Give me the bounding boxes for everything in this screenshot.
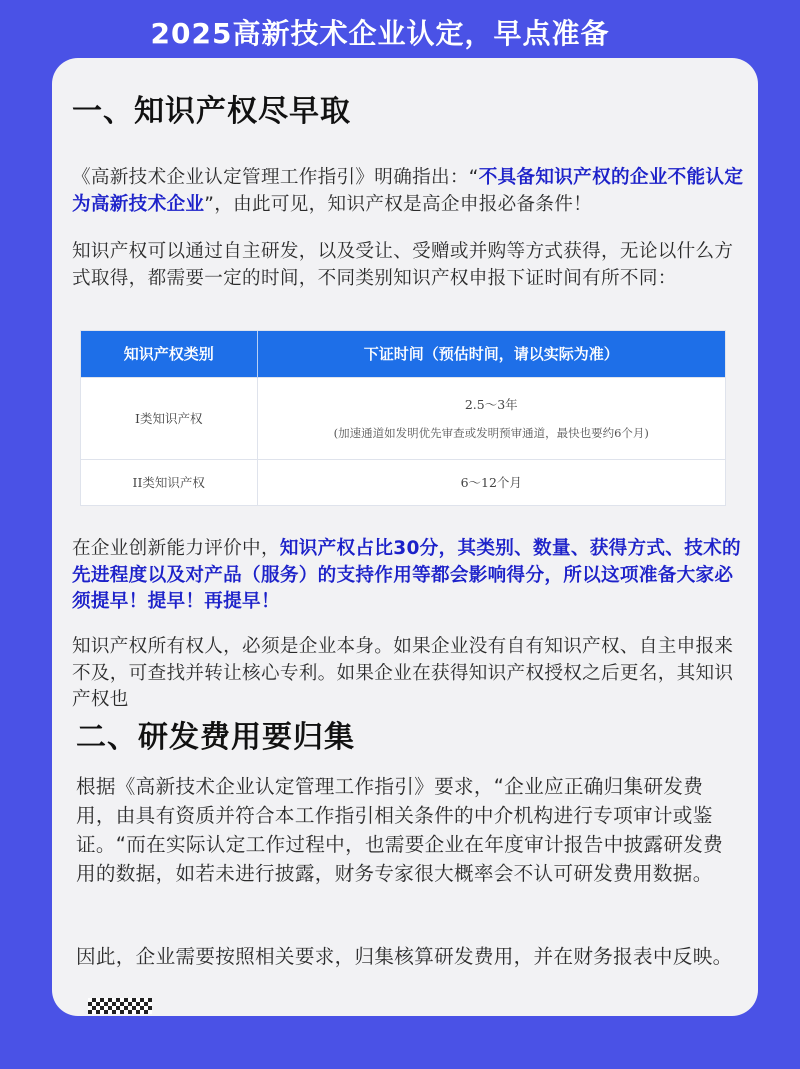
section1-para1 [72, 165, 744, 218]
table-row [81, 459, 725, 505]
table-cell-time: 6～12个月 [257, 459, 725, 505]
table-cell-category: I类知识产权 [81, 377, 257, 459]
table-cell-time [257, 377, 725, 459]
page-title: 2025高新技术企业认定，早点准备 [150, 17, 610, 50]
table-row [81, 377, 725, 459]
section1-para3 [72, 536, 744, 616]
table-header-row [81, 331, 725, 377]
para1-highlight: 不具备知识产权的企业不能认定为高新技术企业 [72, 167, 744, 215]
section1-para2: 知识产权可以通过自主研发，以及受让、受赠或并购等方式获得，无论以什么方式取得，都需要一定的时间，不同类别知识产权申报下证时间有所不同： [72, 241, 734, 289]
section2-para1: 根据《高新技术企业认定管理工作指引》要求，“企业应正确归集研发费用，由具有资质并符合本工作指引相关条件的中介机构进行专项审计或鉴证。“而在实际认定工作过程中，也需要企业在年度审计报告中披露研发费用的数据，如若未进行披露，财务专家很大概率会不认可研发费用数据。 [76, 775, 724, 885]
section1-para4: 知识产权所有权人，必须是企业本身。如果企业没有自有知识产权、自主申报来不及，可查找并转让核心专利。如果企业在获得知识产权授权之后更名，其知识产权也 [72, 636, 734, 710]
para1-suffix: ”，由此可见，知识产权是高企申报必备条件！ [204, 193, 593, 215]
table-header-time: 下证时间（预估时间，请以实际为准） [257, 331, 725, 377]
para3-prefix: 在企业创新能力评价中， [72, 538, 280, 559]
ip-table [80, 330, 726, 506]
table-header-category: 知识产权类别 [81, 331, 257, 377]
checker-decoration [88, 998, 152, 1014]
table-cell-note: (加速通道如发明优先审查或发明预审通道，最快也要约6个月) [333, 426, 649, 440]
table-cell-category: II类知识产权 [81, 459, 257, 505]
para1-prefix: 《高新技术企业认定管理工作指引》明确指出：“ [72, 167, 479, 188]
para3-highlight: 知识产权占比30分，其类别、数量、获得方式、技术的先进程度以及对产品（服务）的支持作用等都会影响得分，所以这项准备大家必须提早！提早！再提早！ [72, 538, 741, 612]
section2-heading: 二、研发费用要归集 [76, 720, 355, 755]
table-cell-time-value: 2.5～3年 [464, 397, 518, 412]
section2-para2: 因此，企业需要按照相关要求，归集核算研发费用，并在财务报表中反映。 [76, 945, 733, 968]
section1-heading: 一、知识产权尽早取 [72, 94, 351, 129]
